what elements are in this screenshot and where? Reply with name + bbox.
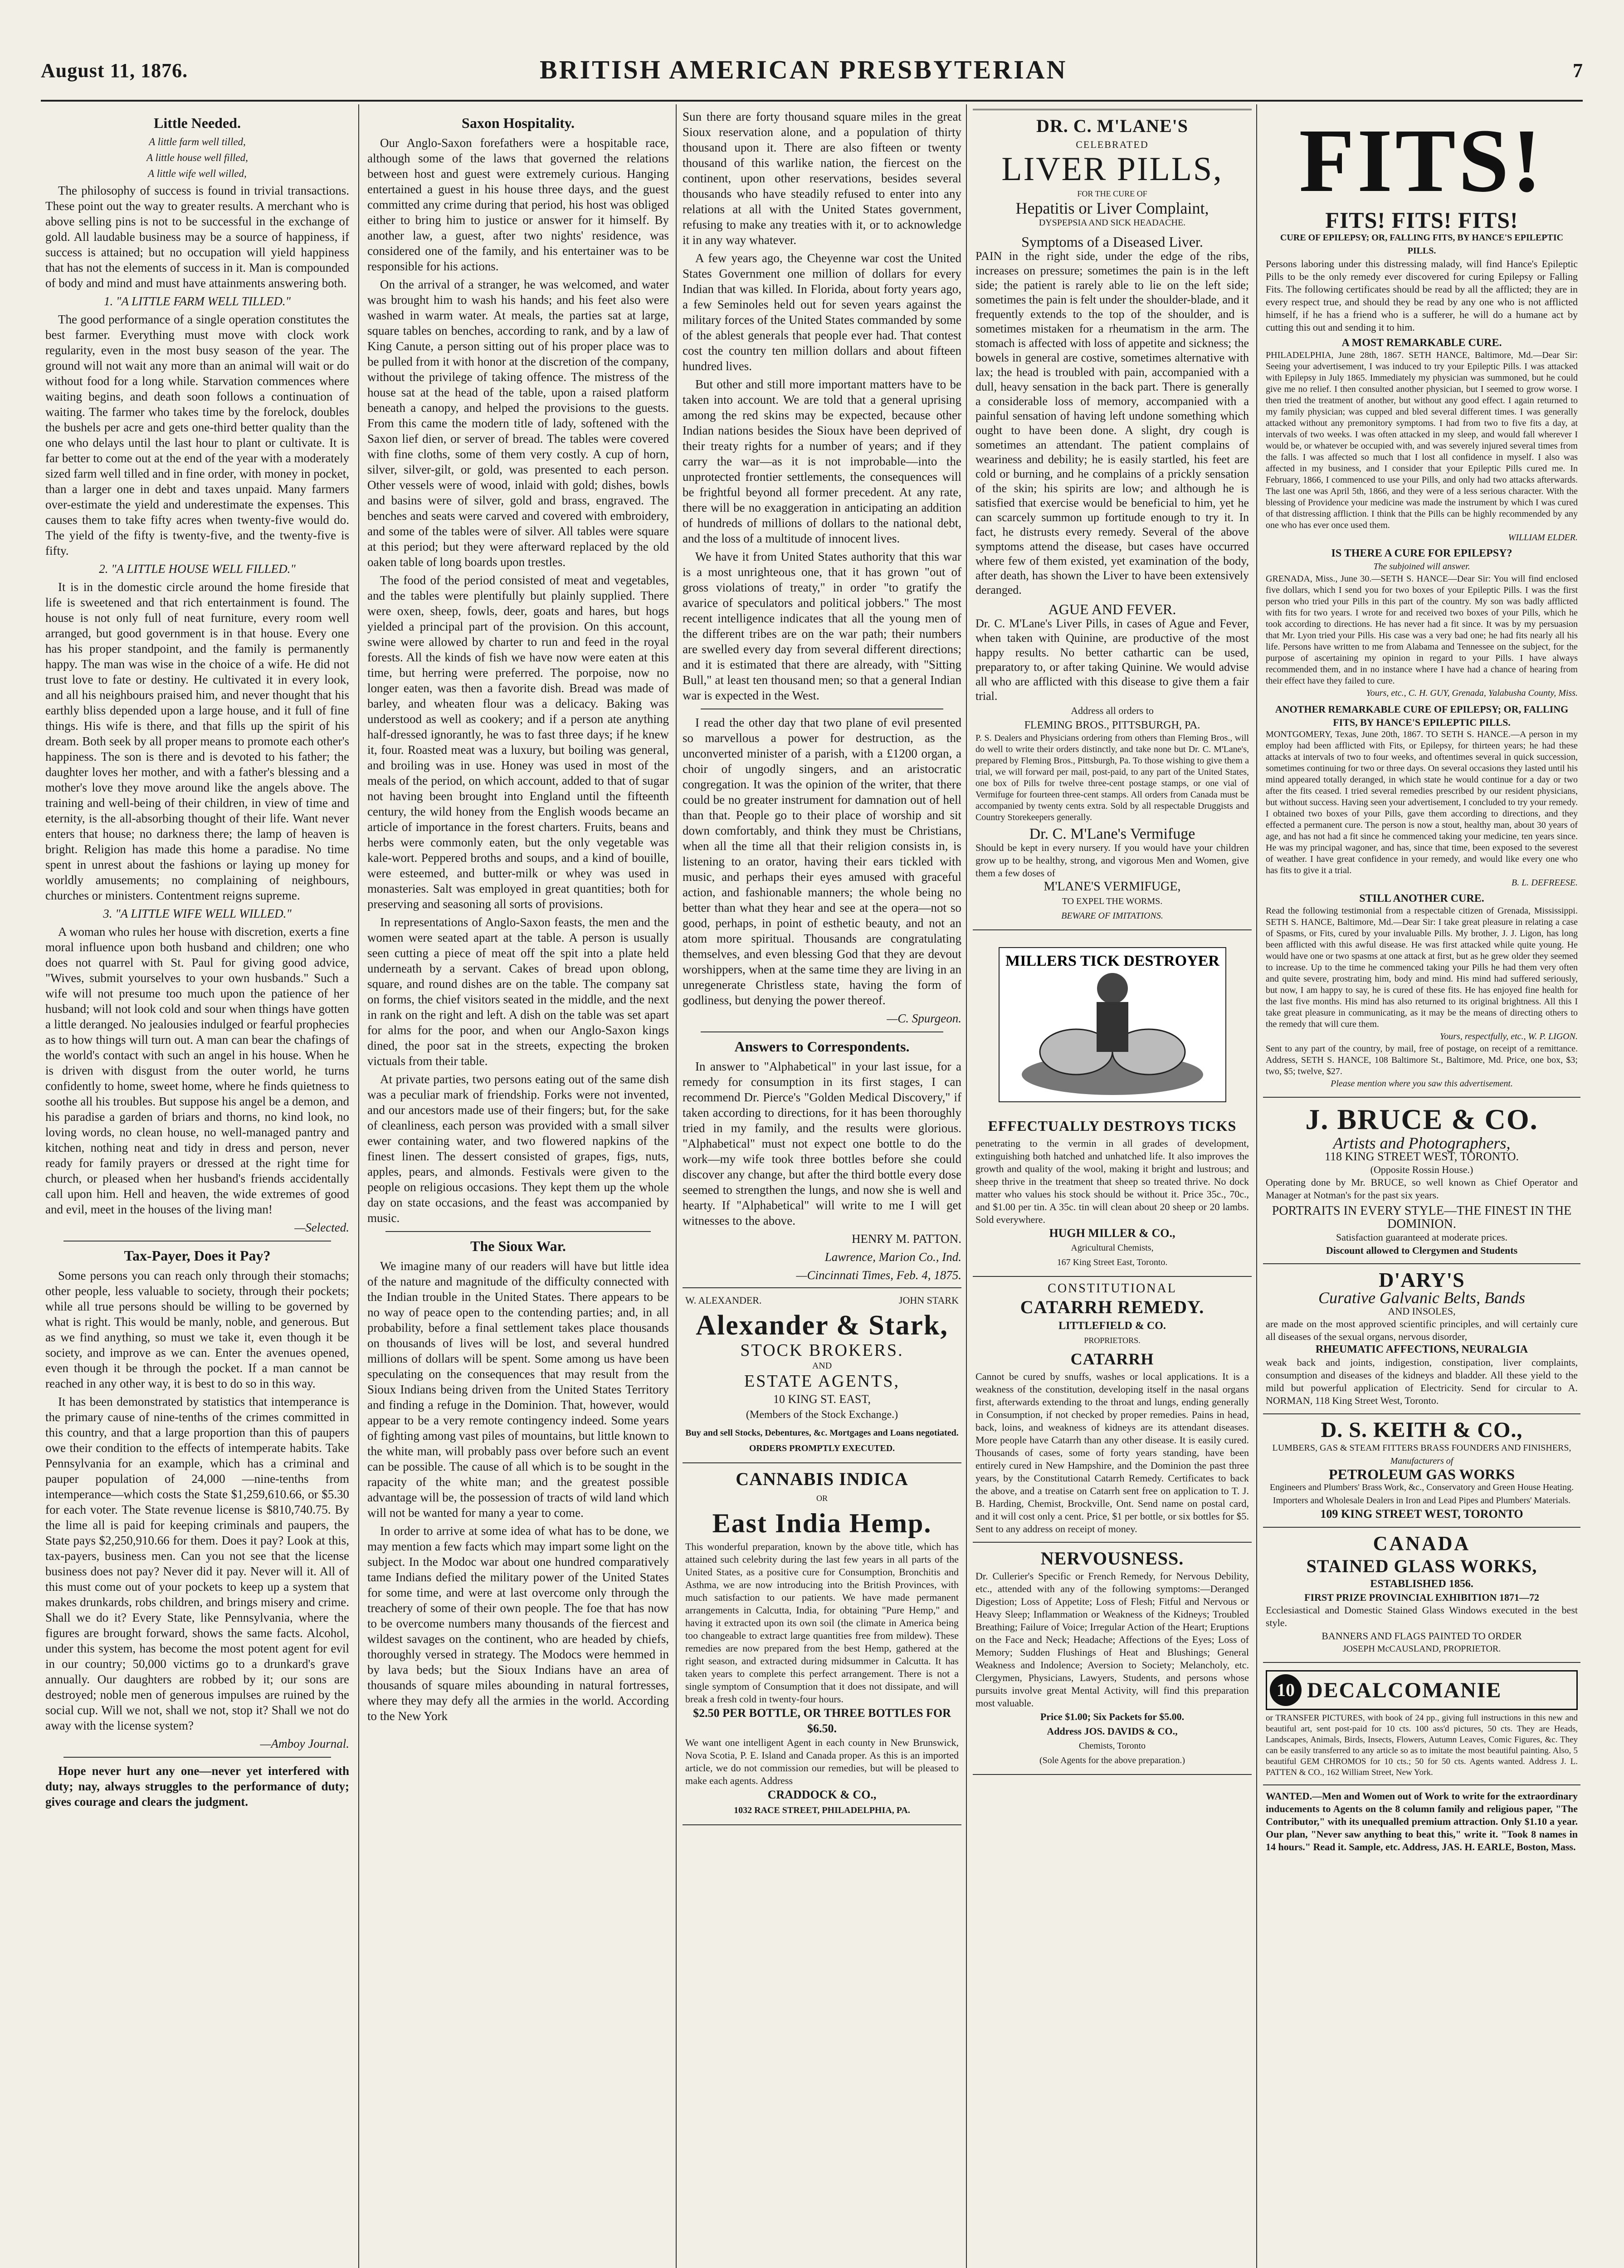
product-title: CANNABIS INDICA: [736, 1469, 908, 1489]
decal-text: or TRANSFER PICTURES, with book of 24 pp., giving full instructions in this new and beautiful art, sent post-paid for 10 cts. 100 ass'd pictures, 50 cts. They are Heads, Landscapes, Animals, Birds, Insects, Flowers, Autumn Leaves, Comic Figures, &c. They can be easily transferred to any article so as to imitate the most beautiful painting. Also, 5 beautiful GEM CHROMOS for 10 cts.; 50 for 50 cts. Agents wanted. Address J. L. PATTEN & CO., 162 William Street, New York.: [1266, 1713, 1578, 1777]
article-source: —Selected.: [294, 1221, 349, 1234]
article-paragraph: It is in the domestic circle around the home fireside that life is sweetened and that rich entertainment is found. The house is not only full of neat furniture, every room well arranged, but good government is in that house. Every one has his proper standpoint, and the family is permanently happy. The man was wise in the choice of a wife. He did not trust love to fate or destiny. He cultivated it in every look, and all his neighbours praised him, and never thought that his earthly bliss depended upon a large house, and it full of fine things. His wife is there, and that fills up the spirit of his dream. Both seek by all proper means to promote each other's happiness. The son is there and is devoted to his father; the daughter loves her mother, and with a father's blessing and a mother's love they move around like the angels above. The training and well-being of their children, in view of time and eternity, is the all-absorbing thought of their life. Want never enters that house; no darkness there; the lamp of heaven is bright. Religion has made this home a paradise. No time spent in unrest about the fashions or laying up money for worldly amusements; no complaining of neighbours, churches or ministers. Contentment reigns supreme.: [45, 580, 349, 902]
product-name: East India Hemp.: [712, 1508, 932, 1538]
newspaper-title: BRITISH AMERICAN PRESBYTERIAN: [540, 55, 1068, 84]
column-rule: [358, 104, 359, 2268]
article-source: —Amboy Journal.: [260, 1737, 349, 1750]
article-paragraph: In representations of Anglo-Saxon feasts, the men and the women were seated apart at the table. A person is usually seen cutting a piece of meat off the spit into a plate held underneath by a servant. Cakes of bread upon oblong, square, and round dishes are on the table. The company sat on forms, the chief visitors seated in the middle, and the next in rank on the right and left. A dish on the table was set apart for alms for the poor, and when our Anglo-Saxon kings dined, the poor sat in the streets, expecting the broken victuals from their table.: [367, 915, 669, 1068]
company-address: 167 King Street East, Toronto.: [1057, 1257, 1168, 1267]
order-info: Sent to any part of the country, by mail, free of postage, on receipt of a remittance. Address, SETH S. HANCE, 108 Baltimore St., Baltimore, Md. Price, one box, $3; two, $5; twelve, $27.: [1266, 1044, 1578, 1076]
ad-cannabis-indica: [683, 1463, 961, 1825]
ad-ds-keith: [1263, 1414, 1580, 1528]
orders-address: FLEMING BROS., PITTSBURGH, PA.: [1024, 719, 1200, 731]
company-name: HUGH MILLER & CO.,: [1049, 1227, 1175, 1240]
column-rule: [676, 104, 677, 2268]
firm-orders: ORDERS PROMPTLY EXECUTED.: [749, 1443, 895, 1453]
article-divider: [63, 1757, 331, 1758]
firm-and: AND: [812, 1361, 832, 1371]
article-paragraph: In order to arrive at some idea of what has to be done, we may mention a few facts which may impart some light on the subject. In the Modoc war about one hundred comparatively tame Indians defied the military power of the United States for some time, and were at last overcome only through the treachery of some of their own people. The foe that has now to be overcome numbers many thousands of the fiercest and wildest savages on the continent, who are headed by chiefs, thoroughly versed in strategy. The Modocs were hemmed in by lava beds; but the Sioux Indians have an area of thousands of square miles abounding in natural fortresses, where they may defy all the armies in the world. According to the New York: [367, 1524, 669, 1723]
tick-destroyer-illustration: [985, 938, 1239, 1111]
testimonial-text: GRENADA, Miss., June 30.—SETH S. HANCE—Dear Sir: You will find enclosed five dollars, which I send you for two boxes of your Epileptic Pills. I was the first person who tried your Pills in this part of the country. My son was badly afflicted with fits for two years. I wrote for and received two boxes of your Pills, which he took according to directions. He has never had a fit since. It was by my persuasion that Mr. Lyon tried your Pills. His case was a very bad one; he had fits nearly all his life. Persons have written to me from Alabama and Tennessee on the subject, for the purpose of ascertaining my opinion in regard to your Pills. I have always recommended them, and in no instance where I have had a chance of hearing from their effect have they failed to cure.: [1266, 574, 1578, 686]
testimonial-signature: Yours, etc., C. H. GUY, Grenada, Yalabusha County, Miss.: [1366, 688, 1578, 698]
keith-engineers: Engineers and Plumbers' Brass Work, &c., Conservatory and Green House Heating.: [1269, 1482, 1574, 1492]
ad-hance-epileptic-pills: [1263, 109, 1580, 1098]
product-for: FOR THE CURE OF: [1077, 189, 1147, 198]
symptoms-title: Symptoms of a Diseased Liver.: [1021, 234, 1203, 250]
decal-badge: 10: [1270, 1674, 1302, 1706]
masthead: [41, 50, 1583, 91]
testimonial-title: A MOST REMARKABLE CURE.: [1341, 337, 1502, 349]
article-heading: The Sioux War.: [470, 1238, 566, 1254]
article-paragraph: We have it from United States authority that this war is a most unrighteous one, that it has grown "out of gross violations of treaty," in order "to gratify the avarice of speculators and political jobbers." The most recent intelligence indicates that all the young men of the different tribes are on the war path; their numbers are swelled every day from several different directions; and it is estimated that there are already, with "Sitting Bull," at least ten thousand men; so that a general Indian war is expected in the West.: [683, 550, 961, 702]
belt-text: weak back and joints, indigestion, constipation, liver complaints, consumption and diseases of the kidneys and bladder. All these yield to the mild but powerful application of Electricity. Send for circular to A. NORMAN, 118 King Street West, Toronto.: [1266, 1357, 1578, 1406]
belt-text: are made on the most approved scientific principles, and will certainly cure all diseases of the sexual organs, nervous disorder,: [1266, 1318, 1578, 1342]
partner-name: JOHN STARK: [898, 1295, 959, 1306]
fits-cure-line: CURE OF EPILEPSY; OR, FALLING FITS, BY HANCE'S EPILEPTIC PILLS.: [1280, 233, 1564, 256]
verse-line: A little house well filled,: [146, 152, 248, 163]
testimonial-title: STILL ANOTHER CURE.: [1359, 893, 1484, 904]
fits-subheadline: FITS! FITS! FITS!: [1325, 207, 1518, 233]
article-paragraph: On the arrival of a stranger, he was welcomed, and water was brought him to wash his hands; and his feet also were washed in warm water. At meals, the parties sat at large, square tables on benches, according to rank, and by a law of King Canute, a person sitting out of his proper place was to be pulled from it with honor at the discretion of the company, without the privilege of taking offence. The mistress of the house sat at the head of the table, upon a raised platform beneath a canopy, and helped the provisions to the guests. From this came the modern title of lady, softened with the Saxon lief dien, or server of bread. The tables were covered with fine cloths, some of them very costly. A cup of horn, silver, silver-gilt, or gold, was presented to each person. Other vessels were of wood, inlaid with gold; dishes, bowls and basins were of silver, gold and brass, engraved. The benches and seats were carved and covered with embroidery, and some of the tables were of silver. All tables were square at this period; but they were afterward replaced by the old oaken table of long boards upon trestles.: [367, 278, 669, 569]
nervousness-address: Address JOS. DAVIDS & CO.,: [1047, 1725, 1178, 1737]
verse-line: A little wife well willed,: [148, 168, 247, 179]
belt-sub: Curative Galvanic Belts, Bands: [1318, 1289, 1525, 1307]
ad-nervousness: [973, 1543, 1252, 1775]
closing-note: Hope never hurt any one—never yet interfered with duty; nay, always struggles to the performance of duty; gives courage and clears the judgment.: [45, 1764, 349, 1809]
remedy-kind: CONSTITUTIONAL: [1048, 1281, 1177, 1295]
article-paragraph: I read the other day that two plane of evil presented so marvellous a power for destruction, as the unconverted minister of a parish, with a £1200 organ, a choir of ungodly singers, and an aristocratic congregation. It was the opinion of the writer, that there could be no greater instrument for damnation out of hell than that. People go to their place of worship and sit down comfortably, and think they must be Christians, when all the time all that their religion consists in, is listening to an orator, having their ears tickled with music, and perhaps their eyes amused with graceful action, and fashionable manners; the whole being no better than what they hear and see at the opera—not so good, perhaps, in point of esthetic beauty, and not an atom more spiritual. Thousands are congratulating themselves, and even blessing God that they are devout worshippers, when at the same time they are living in an unregenerate Christless state, having the form of godliness, but denying the power thereof.: [683, 716, 961, 1007]
article-paragraph: Sun there are forty thousand square miles in the great Sioux reservation alone, and a population of thirty thousand upon it. There are also fifteen or twenty thousand of this warlike nation, the fiercest on the continent, upon other reservations, besides several thousands who have steadily refused to enter into any relations at all with the United States government, refusing to make any treaties with it, or to acknowledge it in any way whatever.: [683, 110, 961, 247]
ad-canada-stained-glass: [1263, 1528, 1580, 1663]
article-divider: [63, 1241, 331, 1242]
section-title: 2. "A LITTLE HOUSE WELL FILLED.": [99, 562, 296, 576]
wanted-text: WANTED.—Men and Women out of Work to write for the extraordinary inducements to Agents on the 8 column family and religious paper, "The Contributor," with its unequalled premium attraction. Only $1.10 a year. Our plan, "Never saw anything to beat this," write it. "Took 8 names in 14 hours." Read it. Sample, etc. Address, JAS. H. EARLE, Boston, Mass.: [1266, 1790, 1578, 1853]
studio-address: 118 KING STREET WEST, TORONTO.: [1324, 1150, 1519, 1163]
article-source: —C. Spurgeon.: [887, 1012, 961, 1025]
ad-mclane-liver-pills: [973, 109, 1252, 930]
partner-name: W. ALEXANDER.: [685, 1295, 762, 1306]
fits-headline: FITS!: [1299, 111, 1545, 211]
section-title: 1. "A LITTLE FARM WELL TILLED.": [103, 294, 291, 308]
article-paragraph: The philosophy of success is found in trivial transactions. These point out the way to greater results. A merchant who is above selling pins is not to be successful in the exchange of gold. All laudable business may be a source of happiness, if success is attained; but no occupation will yield happiness that has not the elements of success in it. Man is compounded of body and mind and must have attainments answering both.: [45, 184, 349, 290]
article-paragraph: The food of the period consisted of meat and vegetables, and the tables were plentifully but plainly supplied. There were oxen, sheep, fowls, deer, goats and hares, but hogs yielded a principal part of the provision. On this account, swine were allowed by charter to run and feed in the royal forests. All the kinds of fish we have now were eaten at this time, but herring were preferred. The porpoise, now no longer eaten, was then a favorite dish. Bread was made of barley, and wheaten flour was a delicacy. Baking was understood as well as cookery; and if a person ate anything half-dressed ignorantly, he was to fast three days; if he knew it, four. Roasted meat was a luxury, but boiling was general, and broiling was in use. Honey was used in most of the meals of the period, on which account, added to that of sugar not having been brought into England until the fifteenth century, the wild honey from the English woods became an article of importance in the forest charters. Fruits, beans and herbs were commonly eaten, but the only vegetable was kale-wort. Peppered broths and soups, and a kind of bouille, were esteemed, and butter-milk or whey was used in monasteries. Salt was employed in great quantities; both for preserving and seasoning all sorts of provisions.: [367, 573, 669, 911]
ad-alexander-stark: [683, 1287, 961, 1463]
belt-rheumatic: RHEUMATIC AFFECTIONS, NEURALGIA: [1315, 1344, 1528, 1355]
studio-text: Operating done by Mr. BRUCE, so well known as Chief Operator and Manager at Notman's for the past six years.: [1266, 1177, 1578, 1201]
testimonial-text: MONTGOMERY, Texas, June 20th, 1867. TO SETH S. HANCE.—A person in my employ had been afflicted with Fits, or Epilepsy, for thirteen years; he had these attacks at intervals of two to four weeks, and oftentimes several in quick succession, sometimes continuing for two or three days. On several occasions they lasted until his mind appeared totally deranged, in which state he would continue for a day or two after the fits ceased. I tried several remedies prescribed by our resident physicians, but without success. Having seen your advertisement, I concluded to try your remedy. I obtained two boxes of your Pills, gave them according to directions, and they effected a permanent cure. The person is now a stout, healthy man, about 30 years of age, and has not had a fit since he commenced taking your medicine, ten years since. He was my principal wagoner, and has, since that time, been exposed to the severest of weather. I have great confidence in your remedy, and would like every one who has fits to give it a trial.: [1266, 729, 1578, 875]
article-heading: Tax-Payer, Does it Pay?: [124, 1247, 271, 1264]
column-5: [1263, 109, 1580, 2268]
ticks-text: penetrating to the vermin in all grades of development, extinguishing both hatched and unhatched life. It also improves the growth and quality of the wool, making it bright and lustrous; and sheep thrive in the treatment that sheep so treated thrive. No dock matter who values his stock should be without it. Price 35c., 70c., and $1.00 per tin. A 35c. tin will clean about 20 sheep or 20 lambs. Sold everywhere.: [975, 1138, 1249, 1225]
testimonial-subtitle: The subjoined will answer.: [1373, 562, 1470, 572]
ad-darys-galvanic-belts: [1263, 1264, 1580, 1414]
article-heading: Little Needed.: [154, 115, 241, 131]
testimonial-text: Read the following testimonial from a respectable citizen of Grenada, Mississippi. SETH S. HANCE, Baltimore, Md.—Dear Sir: I take great pleasure in relating a case of Spasms, or Fits, cured by your invaluable Pills. My brother, J. J. Ligon, has long been afflicted with this awful disease. He was first attacked while quite young. He would have one or two spasms at one attack at first, but as he grew older they seemed to increase. Up to the time he commenced taking your Pills he had them very often and quite severe, prostrating him, body and mind. His mind had suffered seriously, but now, I am happy to say, he is cured of these fits. He has enjoyed fine health for the last five months. His mind has also returned to its original brightness. All this I take great pleasure in communicating, as it may be the means of directing others to the remedy that will cure them.: [1266, 906, 1578, 1029]
keith-mfr: Manufacturers of: [1390, 1456, 1453, 1466]
glass-proprietor: JOSEPH McCAUSLAND, PROPRIETOR.: [1342, 1644, 1501, 1654]
remedy-proprietors-label: PROPRIETORS.: [1084, 1336, 1141, 1345]
company-sub: Agricultural Chemists,: [1071, 1243, 1154, 1253]
company-name: CRADDOCK & CO.,: [767, 1788, 877, 1801]
article-divider: [385, 1231, 651, 1232]
ad-catarrh-remedy: [973, 1277, 1252, 1543]
keith-address: 109 KING STREET WEST, TORONTO: [1320, 1507, 1523, 1520]
testimonial-text: PHILADELPHIA, June 28th, 1867. SETH HANCE, Baltimore, Md.—Dear Sir: Seeing your advertisement, I was induced to try your Epileptic Pills. I was attacked with Epilepsy in July 1865. Immediately my physician was summoned, but he could give me no relief. I then consulted another physician, but I seemed to grow worse. I then tried the treatment of another, but without any good effect. I again returned to my family physician; was cupped and bled several different times. I was generally attacked without any premonitory symptoms. I had from two to five fits a day, at intervals of two weeks. I was often attacked in my sleep, and would fall wherever I would be, or whatever be occupied with, and was severely injured several times from the falls. I was affected so much that I lost all confidence in myself. I also was affected in my business, and I consider that your Epileptic Pills cured me. In February, 1866, I commenced to use your Pills, and only had two attacks afterwards. The last one was April 5th, 1866, and they were of a less serious character. With the blessing of Providence your medicine was made the instrument by which I was cured of that distressing affliction. I think that the Pills can be highly recommended by any one who has ever once used them.: [1266, 350, 1578, 530]
symptoms-text: PAIN in the right side, under the edge of the ribs, increases on pressure; sometimes the pain is in the left side; the patient is rarely able to lie on the left side; sometimes the pain is felt under the shoulder-blade, and it frequently extends to the top of the shoulder, and is sometimes mistaken for a rheumatism in the arm. The stomach is affected with loss of appetite and sickness; the bowels in general are costive, sometimes alternative with lax; the head is troubled with pain, accompanied with a dull, heavy sensation in the back part. There is generally a considerable loss of memory, accompanied with a painful sensation of having left undone something which ought to have been done. A slight, dry cough is sometimes an attendant. The patient complains of weariness and debility; he is easily startled, his feet are cold or burning, and he complains of a prickly sensation of the skin; his spirits are low; and although he is satisfied that exercise would be beneficial to him, yet he can scarcely summon up fortitude enough to try it. In fact, he distrusts every remedy. Several of the above symptoms attend the disease, but cases have occurred where few of them existed, yet examination of the body, after death, has shown the Liver to have been extensively deranged.: [975, 249, 1249, 596]
dealer-note: P. S. Dealers and Physicians ordering from others than Fleming Bros., will do well to write their orders distinctly, and take none but Dr. C. M'Lane's, prepared by Fleming Bros., Pittsburgh, Pa. To those wishing to give them a trial, we will forward per mail, post-paid, to any part of the United States, one box of Pills for twelve three-cent postage stamps, or one vial of Vermifuge for fourteen three-cent stamps. All orders from Canada must be accompanied by twenty cents extra. Sold by all respectable Druggists and Country Storekeepers generally.: [975, 733, 1249, 822]
article-heading: Saxon Hospitality.: [462, 115, 575, 131]
page-number: 7: [1573, 59, 1583, 82]
product-description: This wonderful preparation, known by the above title, which has attained such celebrity during the last few years in all parts of the United States, as a positive cure for Consumption, Bronchitis and Asthma, we are now introducing into the British Provinces, with much satisfaction to our patients. We have made permanent arrangements in Calcutta, India, for obtaining "Pure Hemp," and having it extracted upon its own soil (the climate in America being too changeable to extract large quantities free from mildew). These remedies are now prepared from the best Hemp, gathered at the right season, and extracted during midsummer in Calcutta. It has taken years to complete this perfect arrangement. There is not a single symptom of Consumption that it does not dissipate, and will break a fresh cold in twenty-four hours.: [685, 1541, 959, 1705]
article-paragraph: Our Anglo-Saxon forefathers were a hospitable race, although some of the laws that governed the relations between host and guest were extremely curious. Hanging entertained a guest in his house three days, and the guest committed any crime during that period, his host was obliged either to bring him to justice or answer for it himself. By another law, a guest, after two nights' residence, was considered one of the family, and his entertainer was to be responsible for his actions.: [367, 136, 669, 273]
keith-importers: Importers and Wholesale Dealers in Iron and Lead Pipes and Plumbers' Materials.: [1273, 1496, 1571, 1505]
ague-title: AGUE AND FEVER.: [1048, 601, 1176, 617]
issue-date: August 11, 1876.: [41, 59, 188, 82]
article-paragraph: The good performance of a single operation constitutes the best farmer. Everything must move with clock work regularity, even in the most busy season of the year. The ground will not wait any more than an animal will wait or do without food for a long while. Starvation commences where waiting begins, and death soon follows a continuation of waiting. The farmer who takes time by the forelock, doubles the bushels per acre and gets one-third better quality than the one who delays until the last hour to plant or cultivate. It is far better to come out at the end of the year with a moderately sized farm well tilled and in fine order, with money in pocket, than a larger one in debt and taxes unpaid. Many farmers over-estimate the yield and underestimate the expenses. This causes them to take fifty acres when twenty-five would do. The yield of the fifty is twenty-five, and the twenty-five is fifty.: [45, 313, 349, 557]
article-paragraph: It has been demonstrated by statistics that intemperance is the primary cause of nine-tenths of the crimes committed in this country, and that a large proportion than this of paupers owe their condition to the effects of intemperate habits. Take Pennsylvania for an example, which has a criminal and pauper population of 24,000 —nine-tenths from intemperance—which costs the State $1,259,610.66, or $5.30 for each voter. The State revenue license is $810,740.75. By the lime all is paid for keeping criminals and paupers, the State pays $2,250,910.66 for them. Does it pay? Look at this, tax-payers, business men. Can you not see that the license business does not pay? Never did it pay. Never will it. All of this must come out of your pockets to keep up a system that makes drunkards, robs children, and brings misery and crime. Shall we do it? Every State, like Pennsylvania, where the figures are brought forward, shows the same facts. Alcohol, under this system, has become the most potent agent for evil in our country; 50,000 victims go to a drunkard's grave annually. Our daughters are robbed by it; our sons are destroyed; noble men of generous impulses are ruined by the social cup. Will we not, shall we not, stop it? Shall we not do away with the license system?: [45, 1395, 349, 1732]
firm-name: Alexander & Stark,: [696, 1310, 948, 1341]
column-1: [45, 109, 349, 2268]
column-rule: [1256, 104, 1257, 2268]
nervousness-agents: (Sole Agents for the above preparation.): [1039, 1755, 1185, 1765]
nervousness-price: Price $1.00; Six Packets for $5.00.: [1040, 1711, 1185, 1722]
remedy-proprietor: LITTLEFIELD & CO.: [1058, 1320, 1166, 1332]
article-paragraph: Some persons you can reach only through their stomachs; other people, less valuable to society, through their pockets; while all true persons should be willing to be governed by what is right. This would be manly, noble, and generous. But as we find anything, so must we take it, even though it be society, and improve as we can. Enter the avenues opened, even though it be through the pocket. If a man cannot be reached in any other way, it is best to do so in this way.: [45, 1269, 349, 1390]
letter-location: Lawrence, Marion Co., Ind.: [824, 1250, 961, 1264]
article-source: —Cincinnati Times, Feb. 4, 1875.: [796, 1268, 961, 1282]
remedy-name: CATARRH REMEDY.: [1020, 1297, 1205, 1317]
keith-gas: PETROLEUM GAS WORKS: [1328, 1466, 1515, 1482]
studio-sub: Artists and Photographers,: [1333, 1134, 1511, 1152]
product-conditions: Hepatitis or Liver Complaint,: [1015, 199, 1209, 217]
vermifuge-title: Dr. C. M'Lane's Vermifuge: [1029, 826, 1195, 842]
glass-stained: STAINED GLASS WORKS,: [1306, 1556, 1537, 1576]
firm-line: ESTATE AGENTS,: [744, 1372, 900, 1391]
article-paragraph: In answer to "Alphabetical" in your last issue, for a remedy for consumption in its first stages, I can recommend Dr. Pierce's "Golden Medical Discovery," if taken according to directions, for it has been thoroughly tried in my family, and the results were glorious. "Alphabetical" must not expect one bottle to do the work—my wife took three bottles before she could discover any change, but after the third bottle every dose seemed to strengthen the lungs, and now she is well and hearty. If "Alphabetical" will write to me I will get witnesses to the above.: [683, 1060, 961, 1227]
glass-prize: FIRST PRIZE PROVINCIAL EXHIBITION 1871—72: [1304, 1592, 1539, 1603]
vermifuge-text: Should be kept in every nursery. If you would have your children grow up to be healthy, strong, and vigorous Men and Women, give them a few doses of: [975, 842, 1249, 879]
ad-decalcomanie: [1263, 1663, 1580, 1785]
decal-banner: [1266, 1670, 1578, 1710]
nervousness-text: Dr. Cullerier's Specific or French Remedy, for Nervous Debility, etc., attended with any of the following symptoms:—Deranged Digestion; Loss of Appetite; Loss of Flesh; Fitful and Nervous or Heavy Sleep; Inflammation or Weakness of the Kidneys; Troubled Breathing; Failure of Voice; Irregular Action of the Heart; Eruptions on the Face and Neck; Headache; Affections of the Eyes; Loss of Memory; Sudden Flushings of Heat and Blushings; General Weakness and Indolence; Aversion to Society; Melancholy, etc. Clergymen, Physicians, Lawyers, Students, and persons whose pursuits involve great Mental Activity, will find this preparation most valuable.: [975, 1570, 1249, 1709]
vermifuge-expel: TO EXPEL THE WORMS.: [1062, 896, 1163, 906]
doctor-name: DR. C. M'LANE'S: [1036, 116, 1189, 136]
article-heading: Answers to Correspondents.: [734, 1038, 910, 1055]
article-paragraph: We imagine many of our readers will have but little idea of the nature and magnitude of the difficulty connected with the Indian trouble in the United States. There appears to be no way of peace open to the contending parties; and, in all probability, before a final settlement takes place thousands on thousands of lives will be lost, and several hundred millions of dollars will be spent. Some among us have been speculating on the consequences that may result from the Sioux Indians being driven from the United States Territory and finding a refuge in the Dominion. That, however, would appear to be a very remote contingency indeed. Some years of fighting among vast piles of mountains, but little known to the white man, will probably pass over before such an event can be possible. The cause of all which is to be sought in the rapacity of the white man; and the greatest possible advantage will be, the possession of tracts of wild land which will not be wanted for many a year to come.: [367, 1259, 669, 1520]
product-price: $2.50 PER BOTTLE, OR THREE BOTTLES FOR $6.50.: [693, 1706, 951, 1735]
ticks-title: EFFECTUALLY DESTROYS TICKS: [988, 1118, 1237, 1134]
illustration-label: MILLERS TICK DESTROYER: [1005, 953, 1219, 969]
article-paragraph: A few years ago, the Cheyenne war cost the United States Government one million of dollars for every Indian that was killed. In Florida, about forty years ago, a few Seminoles held out for seven years against the military forces of the United States commanded by some of the ablest generals that people ever had. That contest cost the country ten million dollars and about fifteen hundred lives.: [683, 251, 961, 373]
ad-wanted: [1263, 1785, 1580, 1860]
firm-line: STOCK BROKERS.: [740, 1341, 904, 1360]
testimonial-signature: Yours, respectfully, etc., W. P. LIGON.: [1439, 1031, 1578, 1041]
vermifuge-beware: BEWARE OF IMITATIONS.: [1061, 911, 1163, 921]
article-divider: [701, 1031, 943, 1032]
firm-members: (Members of the Stock Exchange.): [746, 1409, 898, 1421]
testimonial-signature: B. L. DEFREESE.: [1511, 878, 1578, 888]
testimonial-signature: WILLIAM ELDER.: [1508, 533, 1578, 543]
belt-brand: D'ARY'S: [1379, 1268, 1465, 1291]
product-name: LIVER PILLS,: [1001, 151, 1223, 188]
studio-satisfaction: Satisfaction guaranteed at moderate prices.: [1336, 1232, 1508, 1243]
testimonial-title: IS THERE A CURE FOR EPILEPSY?: [1331, 547, 1512, 559]
testimonial-title: ANOTHER REMARKABLE CURE OF EPILEPSY; OR, FALLING FITS, BY HANCE'S EPILEPTIC PILLS.: [1275, 704, 1569, 728]
glass-established: ESTABLISHED 1856.: [1370, 1578, 1473, 1590]
firm-address: 10 KING ST. EAST,: [773, 1393, 871, 1406]
column-3: [683, 109, 961, 2268]
glass-eccl: Ecclesiastical and Domestic Stained Glass Windows executed in the best style.: [1266, 1604, 1578, 1628]
nervousness-address-city: Chemists, Toronto: [1078, 1741, 1146, 1751]
glass-banners: BANNERS AND FLAGS PAINTED TO ORDER: [1322, 1630, 1522, 1642]
column-rule: [966, 104, 967, 2268]
catarrh-title: CATARRH: [1070, 1350, 1154, 1368]
article-paragraph: But other and still more important matters have to be taken into account. We are told that a general uprising among the red skins may be expected, because other Indian nations besides the Sioux have been deprived of their treaty rights for a number of years; and if they carry the war—as it is not improbable—into the unprotected frontier settlements, the consequences will be frightful beyond all former precedent. At any rate, there will be no exaggeration in anticipating an addition of hundreds of millions of dollars to the national debt, and the loss of a multitude of innocent lives.: [683, 377, 961, 545]
section-title: 3. "A LITTLE WIFE WELL WILLED.": [103, 907, 292, 920]
mention-note: Please mention where you saw this advertisement.: [1331, 1079, 1513, 1089]
catarrh-text: Cannot be cured by snuffs, washes or local applications. It is a weakness of the constitution, developing itself in the nasal organs first, afterwards extending to the throat and lungs, ending generally in Consumption, if not checked by proper remedies. Pains in head, back, loins, and weakness of kidneys are its attendant diseases. More people have Catarrh than any other disease. It is easily cured. Thousands of cases, some of forty years standing, have been entirely cured in New Hampshire, and the Dominion the past three years, by the Constitutional Catarrh Remedy. Certificates to back the above, and a treatise on Catarrh sent free on application to T. J. B. Harding, Chemist, Brockville, Ont. Send name on postal card, and it will cost only a cent. Price, $1 per bottle, or six bottles for $5. Sent to any address on receipt of money.: [975, 1371, 1249, 1535]
celebrated-label: CELEBRATED: [1076, 139, 1149, 150]
studio-portraits: PORTRAITS IN EVERY STYLE—THE FINEST IN THE DOMINION.: [1272, 1204, 1572, 1231]
vermifuge-name: M'LANE'S VERMIFUGE,: [1044, 880, 1181, 894]
studio-opposite: (Opposite Rossin House.): [1370, 1164, 1473, 1175]
product-or: OR: [816, 1494, 828, 1503]
keith-name: D. S. KEITH & CO.,: [1321, 1418, 1523, 1442]
article-paragraph: A woman who rules her house with discretion, exerts a fine moral influence upon both husband and children; one who does not quarrel with St. Paul for giving good advice, "Wives, submit yourselves to your own husbands." Such a wife will not presume too much upon the patience of her husband; will not look cold and sour when things have gotten a little deranged. No jealousies indulged or fearful prophecies as to how things will turn out. A man can bear the chafings of the world's contact with such an angel in his house. When he is driven with disgust from the outer world, he turns confidently to home, sweet home, where he finds quietness to soothe all his troubles. But suppose his angel be a demon, and his paradise a garden of briars and thorns, no kind look, no loving words, no clean house, no well-managed pantry and kitchen, nothing neat and tidy in dress and person, never ready for family prayers or dressed at the right time for church, or pleased when her husband's friends accidentally call upon him. Hell and heaven, the wide extremes of good and evil, meet in the houses of the living man!: [45, 925, 349, 1216]
keith-sub: LUMBERS, GAS & STEAM FITTERS BRASS FOUNDERS AND FINISHERS,: [1272, 1443, 1571, 1453]
letter-signature: HENRY M. PATTON.: [851, 1232, 961, 1246]
decal-title: DECALCOMANIE: [1307, 1678, 1502, 1702]
orders-label: Address all orders to: [1071, 705, 1154, 716]
company-address: 1032 RACE STREET, PHILADELPHIA, PA.: [734, 1805, 910, 1815]
glass-canada: CANADA: [1373, 1532, 1471, 1554]
product-dyspepsia: DYSPEPSIA AND SICK HEADACHE.: [1039, 218, 1186, 228]
fits-intro: Persons laboring under this distressing malady, will find Hance's Epileptic Pills to be the only remedy ever discovered for curing Epilepsy or Falling Fits. The following certificates should be read by all the afflicted; they are in every respect true, and should they be read by any one who is not afflicted himself, if he has a friend who is a sufferer, he will do a humane act by cutting this out and sending it to him.: [1266, 258, 1578, 333]
nervousness-title: NERVOUSNESS.: [1040, 1548, 1184, 1569]
ague-text: Dr. C. M'Lane's Liver Pills, in cases of Ague and Fever, when taken with Quinine, are productive of the most happy results. No better cathartic can be used, preparatory to, or after taking Quinine. We would advise all who are afflicted with this disease to give them a fair trial.: [975, 617, 1249, 703]
firm-services: Buy and sell Stocks, Debentures, &c. Mortgages and Loans negotiated.: [685, 1428, 959, 1438]
column-4: [973, 109, 1252, 2268]
belt-and: AND INSOLES,: [1388, 1305, 1456, 1317]
ad-j-bruce-co: [1263, 1098, 1580, 1264]
masthead-rule: [41, 100, 1583, 102]
column-2: [367, 109, 669, 2268]
agent-request: We want one intelligent Agent in each county in New Brunswick, Nova Scotia, P. E. Island and Canada proper. As this is an imported article, we do not commission our remedies, but will be pleased to make each agents. Address: [685, 1737, 959, 1786]
article-paragraph: At private parties, two persons eating out of the same dish was a peculiar mark of friendship. Forks were not invented, and our ancestors made use of their fingers; but, for the sake of cleanliness, each person was provided with a small silver ewer containing water, and two flowered napkins of the finest linen. The dessert consisted of grapes, figs, nuts, apples, pears, and almonds. Festivals were given to the people on religious occasions. They kept them up the whole day on state occasions, and the feast was accompanied by music.: [367, 1072, 669, 1225]
verse-line: A little farm well tilled,: [149, 136, 246, 147]
studio-discount: Discount allowed to Clergymen and Students: [1326, 1245, 1518, 1256]
studio-name: J. BRUCE & CO.: [1305, 1103, 1538, 1135]
ad-millers-tick-destroyer: [973, 930, 1252, 1277]
